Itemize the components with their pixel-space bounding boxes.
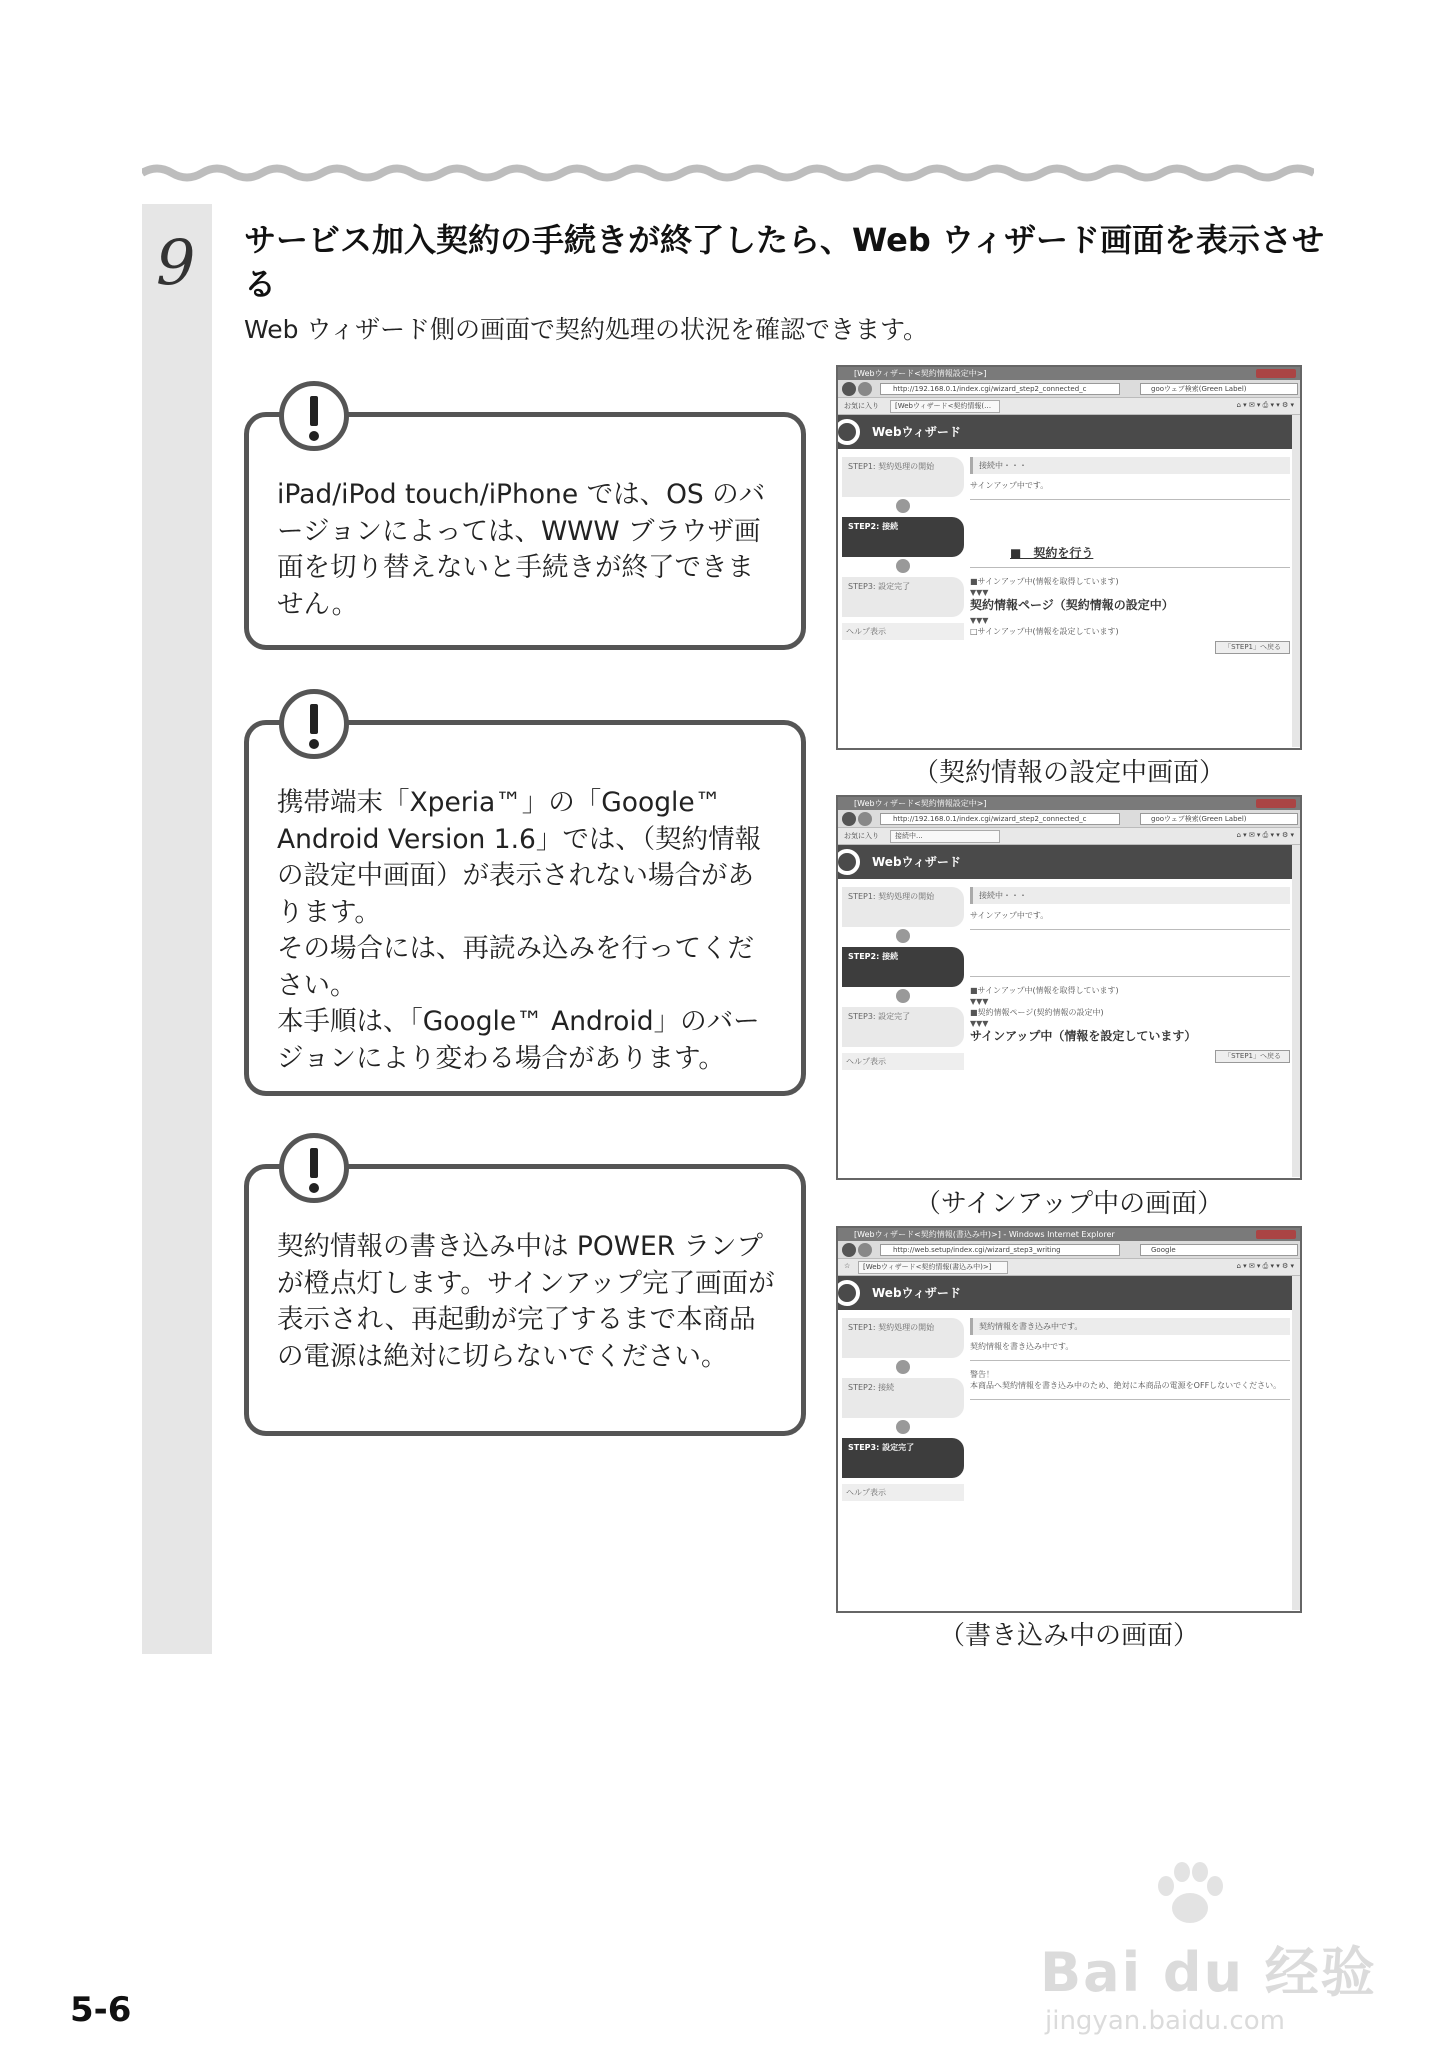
tab-bar — [838, 828, 1300, 845]
separator — [970, 976, 1290, 977]
step-side-bar — [142, 204, 212, 1654]
progress-arrows: ▼▼▼ — [970, 588, 989, 597]
window-buttons — [1256, 369, 1296, 378]
wizard-step-3: STEP3: 設定完了 — [842, 1438, 964, 1478]
wizard-step-3: STEP3: 設定完了 — [842, 577, 964, 617]
toolbar-icons: ⌂ ▾ ✉ ▾ ⎙ ▾ ▾ ⚙ ▾ — [1236, 1262, 1294, 1270]
watermark-brand: Bai du 经验 — [1040, 1941, 1377, 2004]
wizard-main — [970, 887, 1290, 1063]
status-row: 契約情報を書き込み中です。 — [970, 1318, 1290, 1335]
exclamation-icon — [279, 1133, 349, 1203]
browser-tab: [Webウィザード<契約情報(… — [890, 400, 1000, 413]
back-icon — [842, 382, 856, 396]
down-arrow-icon — [896, 989, 910, 1003]
address-bar — [838, 810, 1300, 828]
browser-tab: 接続中... — [890, 830, 1000, 843]
wizard-content — [838, 415, 1300, 747]
separator — [970, 567, 1290, 568]
separator — [970, 1360, 1290, 1361]
page-number: 5-6 — [70, 1990, 132, 2030]
window-title: [Webウィザード<契約情報設定中>] — [838, 797, 1300, 810]
exclamation-icon — [279, 689, 349, 759]
address-bar — [838, 1241, 1300, 1259]
forward-icon — [858, 382, 872, 396]
progress-line: ■サインアップ中(情報を取得しています) — [970, 986, 1119, 995]
contract-link: ■ 契約を行う — [1010, 546, 1094, 560]
window-buttons — [1256, 799, 1296, 808]
wizard-header: Webウィザード — [838, 845, 1300, 879]
wizard-step-2: STEP2: 接続 — [842, 517, 964, 557]
scrollbar — [1292, 845, 1300, 1177]
tab-bar — [838, 398, 1300, 415]
search-field: Google — [1140, 1244, 1298, 1256]
down-arrow-icon — [896, 559, 910, 573]
back-icon — [842, 812, 856, 826]
screenshot-writing — [836, 1226, 1302, 1613]
big-status: 契約情報ページ（契約情報の設定中） — [970, 598, 1174, 612]
note-text: iPad/iPod touch/iPhone では、OS のバージョンによっては、WWW ブラウザ画面を切り替えないと手続きが終了できません。 — [277, 479, 766, 620]
window-title: [Webウィザード<契約情報(書込み中)>] - Windows Internet Explorer — [838, 1228, 1300, 1241]
back-to-step1-button: 「STEP1」へ戻る — [1215, 1050, 1290, 1063]
wizard-main — [970, 1318, 1290, 1408]
progress-arrows: ▼▼▼ — [970, 1019, 989, 1028]
step-heading: サービス加入契約の手続きが終了したら、Web ウィザード画面を表示させる — [244, 221, 1324, 303]
paw-logo-icon — [1150, 1860, 1230, 1930]
down-arrow-icon — [896, 499, 910, 513]
window-title: [Webウィザード<契約情報設定中>] — [838, 367, 1300, 380]
toolbar-icons: ⌂ ▾ ✉ ▾ ⎙ ▾ ▾ ⚙ ▾ — [1236, 401, 1294, 409]
screenshot-contract-setting — [836, 365, 1302, 750]
help-link: ヘルプ表示 — [842, 1484, 964, 1501]
fine-print — [970, 938, 1290, 968]
down-arrow-icon — [896, 1420, 910, 1434]
down-arrow-icon — [896, 1360, 910, 1374]
toolbar-icons: ⌂ ▾ ✉ ▾ ⎙ ▾ ▾ ⚙ ▾ — [1236, 831, 1294, 839]
separator — [970, 499, 1290, 500]
separator — [970, 929, 1290, 930]
caution-note-2 — [244, 720, 806, 1096]
wizard-content — [838, 845, 1300, 1177]
wizard-logo-icon — [836, 1280, 860, 1306]
note-text: 契約情報の書き込み中は POWER ランプが橙点灯します。サインアップ完了画面が表示され、再起動が完了するまで本商品の電源は絶対に切らないでください。 — [277, 1231, 775, 1372]
down-arrow-icon — [896, 929, 910, 943]
screenshot-signup — [836, 795, 1302, 1180]
signup-message: サインアップ中です。 — [970, 911, 1049, 920]
help-link: ヘルプ表示 — [842, 1053, 964, 1070]
writing-message: 契約情報を書き込み中です。 — [970, 1342, 1074, 1351]
watermark-url: jingyan.baidu.com — [1045, 2006, 1285, 2036]
caption-signup: （サインアップ中の画面） — [914, 1189, 1224, 1219]
step-intro: Web ウィザード側の画面で契約処理の状況を確認できます。 — [244, 315, 928, 344]
url-field: http://web.setup/index.cgi/wizard_step3_writing — [880, 1244, 1120, 1256]
address-bar — [838, 380, 1300, 398]
wizard-step-2: STEP2: 接続 — [842, 1378, 964, 1418]
wizard-logo-icon — [836, 419, 860, 445]
wizard-content — [838, 1276, 1300, 1610]
browser-tab: [Webウィザード<契約情報(書込み中)>] — [858, 1261, 1008, 1274]
forward-icon — [858, 1243, 872, 1257]
favorites-label: お気に入り — [844, 402, 879, 410]
favorites-label: お気に入り — [844, 832, 879, 840]
fine-print — [970, 508, 1290, 542]
tab-bar — [838, 1259, 1300, 1276]
wizard-header: Webウィザード — [838, 1276, 1300, 1310]
exclamation-icon — [279, 381, 349, 451]
wizard-step-3: STEP3: 設定完了 — [842, 1007, 964, 1047]
search-field: gooウェブ検索(Green Label) — [1140, 383, 1298, 395]
wizard-step-2: STEP2: 接続 — [842, 947, 964, 987]
progress-line: □サインアップ中(情報を設定しています) — [970, 627, 1119, 636]
status-row: 接続中・・・ — [970, 457, 1290, 474]
progress-arrows: ▼▼▼ — [970, 997, 989, 1006]
back-icon — [842, 1243, 856, 1257]
scrollbar — [1292, 415, 1300, 747]
progress-line: ■サインアップ中(情報を取得しています) — [970, 577, 1119, 586]
search-field: gooウェブ検索(Green Label) — [1140, 813, 1298, 825]
step-number: 9 — [156, 226, 196, 299]
wizard-steps — [842, 887, 964, 1070]
star-icon: ☆ — [844, 1262, 851, 1270]
wizard-main — [970, 457, 1290, 654]
window-buttons — [1256, 1230, 1296, 1239]
note-text — [249, 725, 801, 1101]
note-paragraph: 携帯端末「Xperia™」の「Google™ Android Version 1.6」では、（契約情報の設定中画面）が表示されない場合があります。 — [277, 787, 762, 928]
note-paragraph: その場合には、再読み込みを行ってください。 — [277, 933, 754, 1001]
caution-note-1 — [244, 412, 806, 650]
wizard-step-1: STEP1: 契約処理の開始 — [842, 1318, 964, 1358]
warning-text: 本商品へ契約情報を書き込み中のため、絶対に本商品の電源をOFFしないでください。 — [970, 1381, 1282, 1390]
caution-note-3 — [244, 1164, 806, 1436]
wave-divider — [142, 162, 1314, 184]
wizard-step-1: STEP1: 契約処理の開始 — [842, 457, 964, 497]
help-link: ヘルプ表示 — [842, 623, 964, 640]
back-to-step1-button: 「STEP1」へ戻る — [1215, 641, 1290, 654]
scrollbar — [1292, 1276, 1300, 1610]
status-row: 接続中・・・ — [970, 887, 1290, 904]
warning-label: 警告！ — [970, 1370, 994, 1379]
forward-icon — [858, 812, 872, 826]
wizard-logo-icon — [836, 849, 860, 875]
wizard-header: Webウィザード — [838, 415, 1300, 449]
big-status: サインアップ中（情報を設定しています） — [970, 1029, 1197, 1043]
caption-contract-setting: （契約情報の設定中画面） — [912, 758, 1225, 788]
progress-line: ■契約情報ページ(契約情報の設定中) — [970, 1008, 1104, 1017]
url-field: http://192.168.0.1/index.cgi/wizard_step2_connected_c — [880, 813, 1120, 825]
note-paragraph: 本手順は、「Google™ Android」のバージョンにより変わる場合があります。 — [277, 1006, 760, 1074]
wizard-step-1: STEP1: 契約処理の開始 — [842, 887, 964, 927]
wizard-steps — [842, 1318, 964, 1501]
url-field: http://192.168.0.1/index.cgi/wizard_step2_connected_c — [880, 383, 1120, 395]
progress-arrows: ▼▼▼ — [970, 616, 989, 625]
signup-message: サインアップ中です。 — [970, 481, 1049, 490]
separator — [970, 1399, 1290, 1400]
wizard-steps — [842, 457, 964, 640]
caption-writing: （書き込み中の画面） — [938, 1621, 1199, 1651]
